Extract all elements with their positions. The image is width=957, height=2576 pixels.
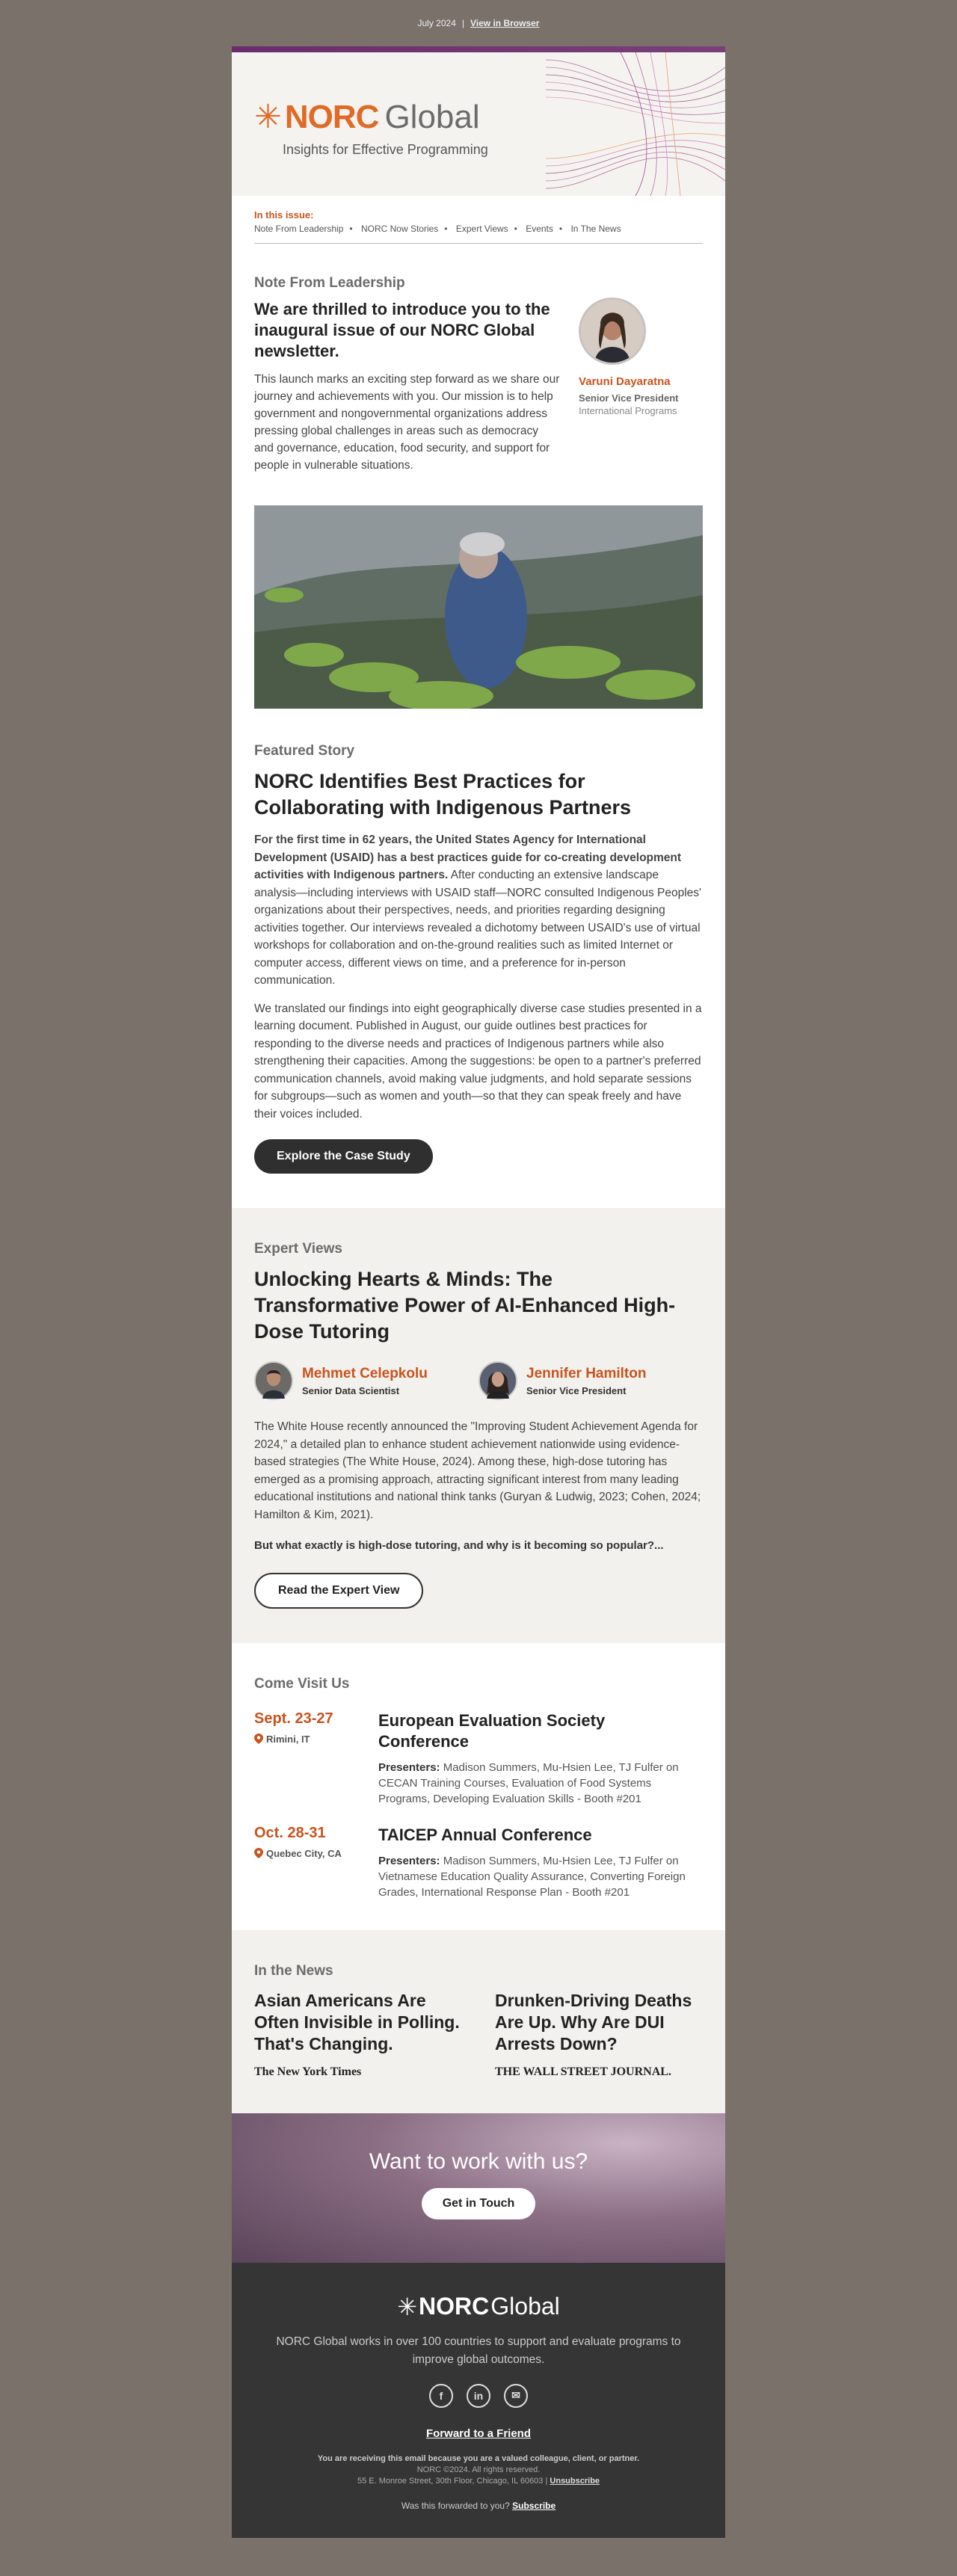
logo-global-text: Global <box>384 99 480 135</box>
event-item <box>254 1710 703 1807</box>
expert-body: The White House recently announced the "Improving Student Achievement Agenda for 2024," a detailed plan to enhance student achievement nationwide using evidence-based strategies (The White House, 2024). Among these, high-dose tutoring has emerged as a promising approach, attracting significant interest from many leading educational institutions and national think tanks (Guryan & Ludwig, 2023; Cohen, 2024; Hamilton & Kim, 2021). <box>254 1420 701 1521</box>
featured-paragraph-2: We translated our findings into eight geographically diverse case studies presented in a learning document. Published in August, our guide outlines best practices for responding to the diverse needs and practices of Indigenous partners while also strengthening their capacities. Among the suggestions: be open to a partner's preferred communication channels, avoid making value judgments, and hold separate sessions for subgroups—such as women and youth—so that they can speak freely and have their voices included. <box>254 1002 702 1121</box>
forwarded-line <box>254 2500 703 2511</box>
footer-notice: You are receiving this email because you are a valued colleague, client, or partner. <box>317 2453 640 2463</box>
wave-pattern-graphic <box>546 52 725 196</box>
forwarded-question: Was this forwarded to you? <box>401 2500 510 2511</box>
news-headline[interactable]: Drunken-Driving Deaths Are Up. Why Are DUI Arrests Down? <box>495 1990 692 2053</box>
header-banner <box>232 52 725 196</box>
newsletter-container <box>232 46 725 2538</box>
event-location-text: Rimini, IT <box>266 1733 310 1745</box>
expert-authors <box>254 1361 703 1400</box>
read-expert-view-button[interactable]: Read the Expert View <box>254 1573 423 1609</box>
event-item <box>254 1825 703 1900</box>
work-with-us-banner <box>232 2113 725 2263</box>
author-name[interactable]: Mehmet Celepkolu <box>302 1365 428 1381</box>
in-this-issue <box>254 196 703 244</box>
footer-fine-print <box>254 2453 703 2487</box>
leader-name: Varuni Dayaratna <box>579 375 671 388</box>
featured-story-section <box>232 709 725 1174</box>
footer-copyright: NORC ©2024. All rights reserved. <box>416 2465 541 2474</box>
event-title[interactable]: TAICEP Annual Conference <box>378 1825 592 1844</box>
event-date: Sept. 23-27 <box>254 1710 333 1727</box>
linkedin-icon[interactable]: in <box>467 2384 490 2408</box>
event-location <box>254 1848 378 1859</box>
leadership-title: We are thrilled to introduce you to the inaugural issue of our NORC Global newsletter. <box>254 300 550 360</box>
publication-logo: The New York Times <box>254 2065 362 2078</box>
news-kicker: In the News <box>254 1962 333 1979</box>
issue-link-in-the-news[interactable]: In The News <box>570 224 621 234</box>
explore-case-study-button[interactable]: Explore the Case Study <box>254 1139 433 1174</box>
leader-role: Senior Vice President <box>579 392 679 404</box>
footer-logo-global: Global <box>490 2293 560 2320</box>
leadership-kicker: Note From Leadership <box>254 275 405 291</box>
leadership-section <box>232 244 725 474</box>
expert-views-section <box>232 1208 725 1643</box>
footer-address: 55 E. Monroe Street, 30th Floor, Chicago, IL 60603 <box>357 2476 544 2486</box>
featured-story-photo[interactable] <box>254 505 703 709</box>
in-this-issue-label: In this issue: <box>254 209 314 221</box>
location-pin-icon <box>254 1734 263 1744</box>
tagline: Insights for Effective Programming <box>283 142 488 157</box>
featured-lead-bold: For the first time in 62 years, the United States Agency for International Development (USAID) has a best practices guide for co-creating development activities with Indigenous partners. <box>254 833 682 881</box>
event-location-text: Quebec City, CA <box>266 1847 342 1859</box>
expert-question: But what exactly is high-dose tutoring, and why is it becoming so popular?... <box>254 1539 664 1552</box>
leader-card <box>579 298 703 474</box>
author-name[interactable]: Jennifer Hamilton <box>526 1365 647 1381</box>
in-this-issue-links: Note From Leadership • NORC Now Stories • Expert Views • Events • In The News <box>254 224 621 234</box>
expert-title[interactable]: Unlocking Hearts & Minds: The Transformative Power of AI-Enhanced High-Dose Tutoring <box>254 1268 676 1343</box>
leadership-body: This launch marks an exciting step forward as we share our journey and achievements with you. Our mission is to help government and nongovernmental organizations address pressing global challenges in areas such as democracy and governance, education, food security, and support for people in vulnerable situations. <box>254 373 560 472</box>
facebook-icon[interactable]: f <box>429 2384 453 2408</box>
star-icon: ✳ <box>254 99 282 135</box>
email-icon[interactable]: ✉ <box>504 2384 528 2408</box>
location-pin-icon <box>254 1848 263 1858</box>
presenters-label: Presenters: <box>378 1854 440 1867</box>
expert-kicker: Expert Views <box>254 1241 342 1257</box>
issue-link-expert-views[interactable]: Expert Views <box>455 224 508 234</box>
news-headline[interactable]: Asian Americans Are Often Invisible in Polling. That's Changing. <box>254 1990 460 2053</box>
norc-global-logo[interactable] <box>254 99 480 136</box>
topbar-separator: | <box>461 18 464 28</box>
forward-to-friend-link[interactable]: Forward to a Friend <box>425 2426 531 2440</box>
issue-link-norc-now-stories[interactable]: NORC Now Stories <box>360 224 439 234</box>
accent-bar <box>232 46 725 52</box>
footer-description: NORC Global works in over 100 countries to support and evaluate programs to improve global outcomes. <box>276 2335 681 2366</box>
author-avatar <box>254 1361 293 1400</box>
leader-avatar <box>579 298 646 365</box>
featured-title[interactable]: NORC Identifies Best Practices for Collaborating with Indigenous Partners <box>254 770 632 819</box>
presenters-text: Madison Summers, Mu-Hsien Lee, TJ Fulfer on Vietnamese Education Quality Assurance, Converting Foreign Grades, International Response Plan - Booth #201 <box>378 1854 686 1899</box>
logo-norc-text: NORC <box>284 99 379 135</box>
issue-date: July 2024 <box>417 18 456 28</box>
footer-separator: | <box>545 2476 548 2486</box>
author-card <box>478 1361 703 1400</box>
view-in-browser-link[interactable]: View in Browser <box>470 18 540 28</box>
social-links <box>254 2384 703 2408</box>
issue-link-events[interactable]: Events <box>526 224 553 234</box>
events-kicker: Come Visit Us <box>254 1675 350 1692</box>
author-avatar <box>478 1361 517 1400</box>
unsubscribe-link[interactable]: Unsubscribe <box>550 2476 600 2486</box>
in-the-news-section <box>232 1930 725 2113</box>
event-presenters <box>378 1760 700 1807</box>
event-title[interactable]: European Evaluation Society Conference <box>378 1710 606 1751</box>
featured-kicker: Featured Story <box>254 743 355 759</box>
events-section <box>232 1643 725 1930</box>
author-role: Senior Vice President <box>526 1384 627 1396</box>
news-item <box>254 1990 462 2079</box>
news-item <box>495 1990 703 2079</box>
star-icon: ✳ <box>397 2293 418 2320</box>
leader-department: International Programs <box>579 405 677 416</box>
top-bar <box>0 0 957 46</box>
issue-link-leadership[interactable]: Note From Leadership <box>254 224 344 234</box>
subscribe-link[interactable]: Subscribe <box>512 2500 556 2511</box>
cta-title: Want to work with us? <box>369 2148 588 2174</box>
get-in-touch-button[interactable]: Get in Touch <box>422 2188 536 2219</box>
featured-lead <box>254 831 703 990</box>
event-location <box>254 1734 378 1745</box>
event-presenters <box>378 1853 700 1900</box>
presenters-text: Madison Summers, Mu-Hsien Lee, TJ Fulfer on CECAN Training Courses, Evaluation of Food Systems Programs, Developing Evaluation Skills - Booth #201 <box>378 1760 679 1805</box>
footer-logo-norc: NORC <box>419 2293 490 2320</box>
footer <box>232 2263 725 2538</box>
event-date: Oct. 28-31 <box>254 1824 326 1841</box>
author-role: Senior Data Scientist <box>302 1384 400 1396</box>
footer-logo[interactable] <box>397 2293 560 2321</box>
featured-lead-rest: After conducting an extensive landscape analysis—including interviews with USAID staff—NORC consulted Indigenous Peoples' organizations about their perspectives, needs, and priorities regarding designing activities together. Our interviews revealed a dichotomy between USAID's use of virtual workshops for collaboration and on-the-ground realities such as limited Internet or computer access, different views on time, and a preference for in-person communication. <box>254 869 701 987</box>
author-card <box>254 1361 478 1400</box>
publication-logo: THE WALL STREET JOURNAL. <box>495 2065 671 2078</box>
presenters-label: Presenters: <box>378 1760 440 1774</box>
